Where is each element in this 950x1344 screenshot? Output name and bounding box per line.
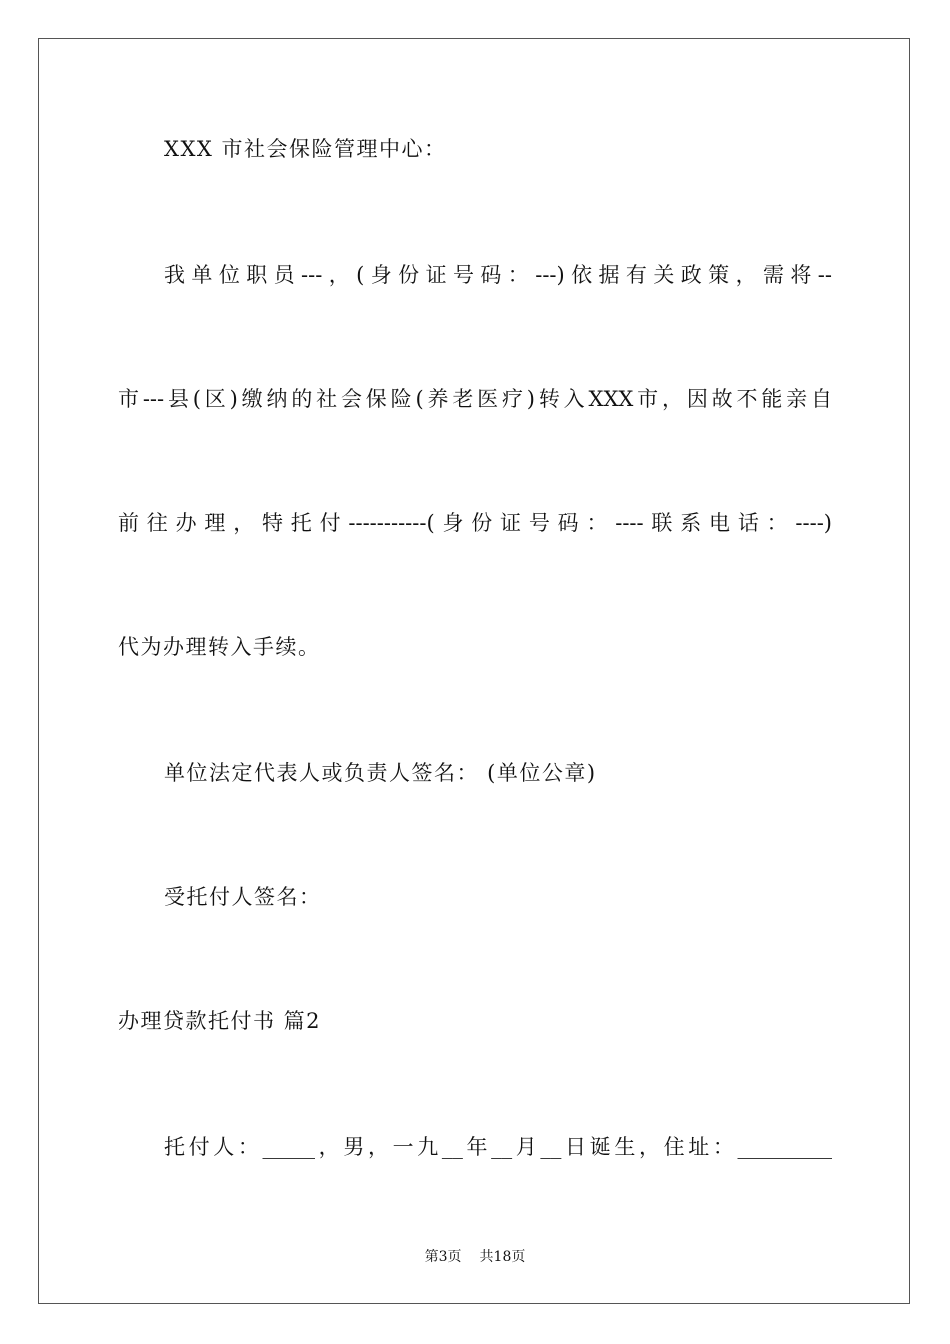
section-heading: 办理贷款托付书 篇2	[118, 1009, 322, 1033]
addressee-line: XXX 市社会保险管理中心：	[164, 137, 447, 161]
page-border	[38, 38, 910, 1304]
body-paragraph-line-2: 市---县(区)缴纳的社会保险(养老医疗)转入XXX市，因故不能亲自	[118, 387, 832, 411]
page-footer	[0, 1247, 950, 1267]
body-paragraph-line-1: 我单位职员---，(身份证号码：---)依据有关政策，需将--	[164, 263, 832, 287]
body-paragraph-line-3: 前往办理，特托付-----------(身份证号码：----联系电话：----)	[118, 511, 832, 535]
page-number: 第3页	[424, 1249, 462, 1265]
body-paragraph-line-4: 代为办理转入手续。	[118, 635, 321, 659]
trustee-signature-line: 受托付人签名：	[164, 885, 322, 909]
legal-representative-signature-line: 单位法定代表人或负责人签名： (单位公章)	[164, 761, 597, 785]
principal-info-line: 托付人：_____，男，一九__年__月__日诞生，住址：_________	[164, 1135, 832, 1159]
page-total: 共18页	[479, 1249, 526, 1265]
